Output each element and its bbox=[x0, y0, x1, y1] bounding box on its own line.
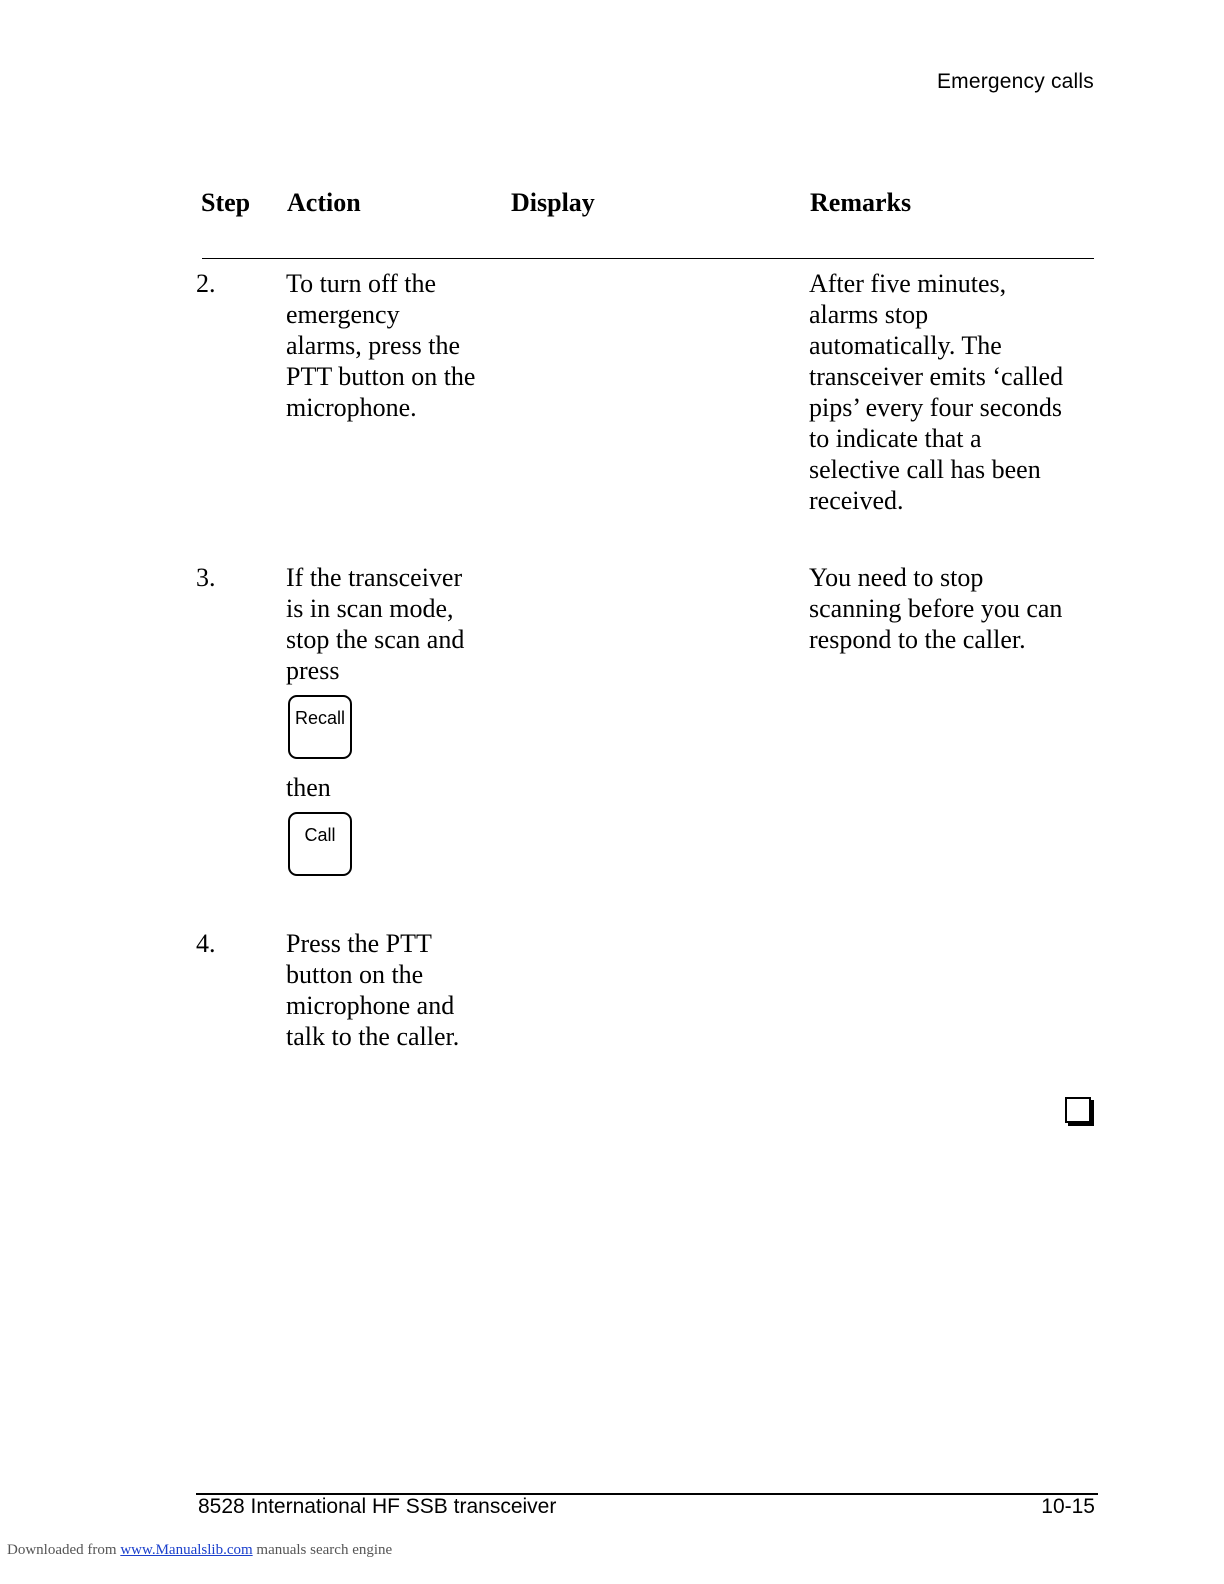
section-title: Emergency calls bbox=[936, 70, 1094, 93]
action-line: To turn off the bbox=[286, 269, 437, 298]
step-3-remarks bbox=[809, 562, 1099, 655]
action-line: emergency bbox=[286, 300, 400, 329]
remark-line: selective call has been bbox=[809, 455, 1041, 484]
action-line: alarms, press the bbox=[286, 331, 461, 360]
action-line: microphone. bbox=[286, 393, 417, 422]
end-of-section-icon bbox=[1065, 1097, 1091, 1123]
remark-line: alarms stop bbox=[809, 300, 929, 329]
download-notice bbox=[7, 1542, 392, 1559]
action-line: is in scan mode, bbox=[286, 594, 454, 623]
column-header-step: Step bbox=[201, 188, 251, 217]
remark-line: After five minutes, bbox=[809, 269, 1007, 298]
then-text: then bbox=[286, 773, 331, 802]
action-line: talk to the caller. bbox=[286, 1022, 460, 1051]
step-number-2: 2. bbox=[196, 269, 216, 298]
footer-page-number: 10-15 bbox=[1041, 1495, 1095, 1518]
remark-line: received. bbox=[809, 486, 904, 515]
step-3-action bbox=[286, 562, 501, 686]
recall-key-icon: Recall bbox=[288, 695, 352, 759]
footer-manual-title: 8528 International HF SSB transceiver bbox=[198, 1495, 557, 1518]
remark-line: respond to the caller. bbox=[809, 625, 1026, 654]
column-header-display: Display bbox=[511, 188, 595, 217]
remark-line: automatically. The bbox=[809, 331, 1002, 360]
action-line: microphone and bbox=[286, 991, 455, 1020]
remark-line: transceiver emits ‘called bbox=[809, 362, 1064, 391]
action-line: press bbox=[286, 656, 340, 685]
manualslib-link[interactable]: www.Manualslib.com bbox=[120, 1542, 253, 1558]
call-key-icon: Call bbox=[288, 812, 352, 876]
download-suffix: manuals search engine bbox=[252, 1542, 393, 1558]
header-divider bbox=[202, 258, 1094, 259]
action-line: If the transceiver bbox=[286, 563, 463, 592]
remark-line: You need to stop bbox=[809, 563, 984, 592]
step-2-remarks bbox=[809, 268, 1099, 516]
step-number-4: 4. bbox=[196, 929, 216, 958]
remark-line: scanning before you can bbox=[809, 594, 1063, 623]
action-line: button on the bbox=[286, 960, 424, 989]
download-prefix: Downloaded from bbox=[7, 1542, 121, 1558]
action-line: Press the PTT bbox=[286, 929, 432, 958]
action-line: PTT button on the bbox=[286, 362, 476, 391]
step-2-action bbox=[286, 268, 501, 423]
step-4-action bbox=[286, 928, 501, 1052]
step-number-3: 3. bbox=[196, 563, 216, 592]
column-header-action: Action bbox=[287, 188, 361, 217]
remark-line: pips’ every four seconds bbox=[809, 393, 1062, 422]
remark-line: to indicate that a bbox=[809, 424, 982, 453]
action-line: stop the scan and bbox=[286, 625, 465, 654]
column-header-remarks: Remarks bbox=[810, 188, 912, 217]
